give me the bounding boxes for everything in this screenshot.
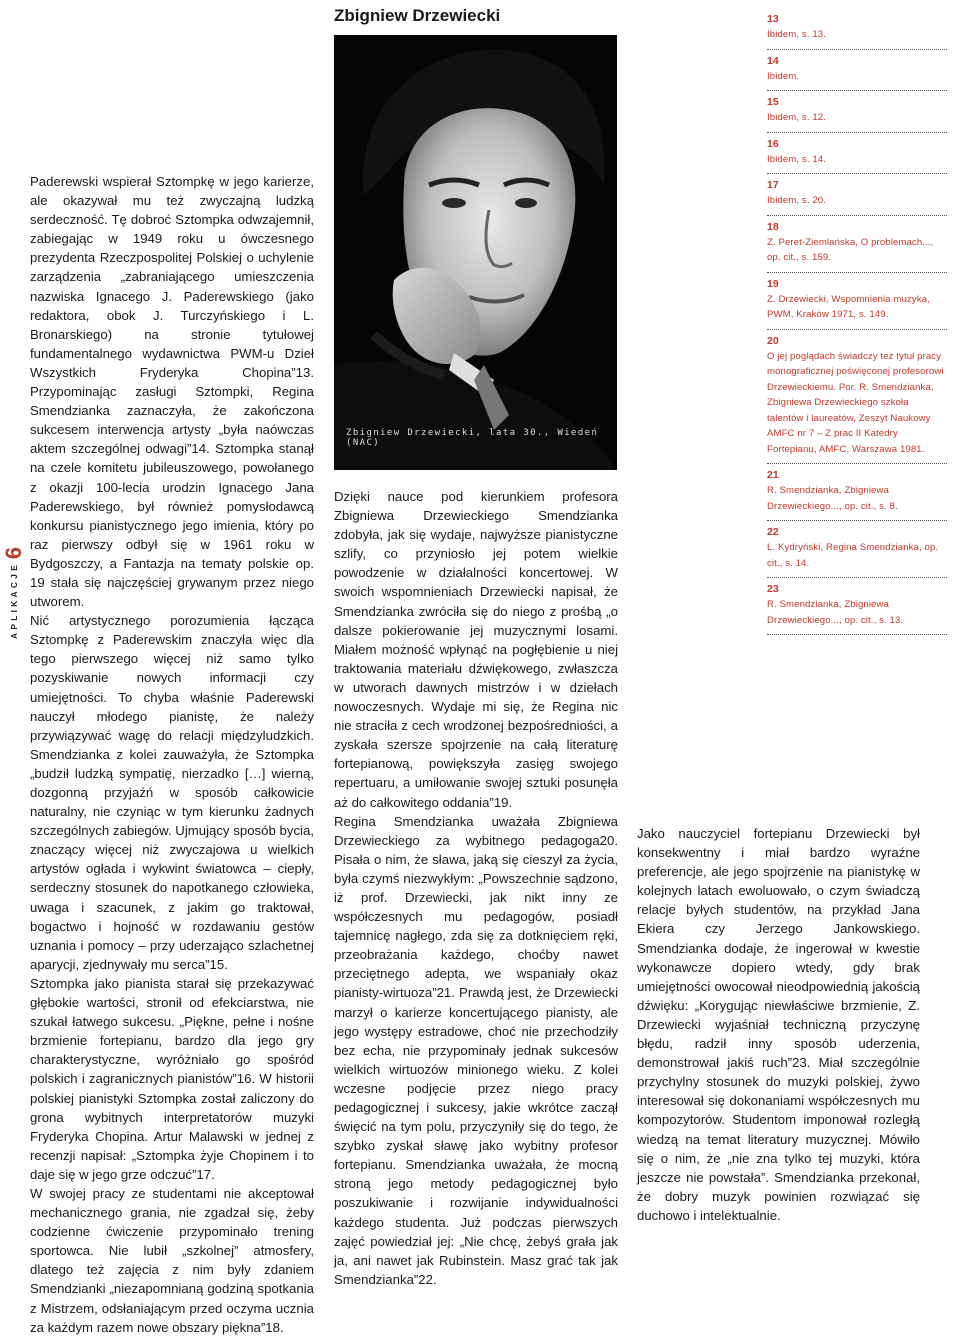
footnote xyxy=(767,174,947,216)
footnote-number: 19 xyxy=(767,277,779,290)
footnote xyxy=(767,50,947,92)
footnote-text: Ibidem, s. 12. xyxy=(767,112,826,123)
footnote-number: 20 xyxy=(767,334,779,347)
footnote-number: 13 xyxy=(767,13,779,25)
footnote-text: Ibidem, s. 14. xyxy=(767,153,826,165)
paragraph: Nić artystycznego porozumienia łącząca Sztompkę z Paderewskim znaczyła więc dla tego pierwszego więcej niż samo tylko pozyskiwanie nowych informacji czy umiejętności. To chyba właśnie Paderewski nauczył młodego pianistę, że należy przywiązywać wagę do relacji międzyludzkich. Smendzianka z kolei zauważyła, że Sztompka „budził ludzką sympatię, nierzadko […] wierną, dozgonną przyjaźń w sposób całkowicie naturalny, nie czyniąc w tym kierunku żadnych szczególnych zabiegów. Ujmujący sposób bycia, znaczący więcej niż zwyczajowa u wielkich artystów ogłada i wykwint światowca – ciepły, serdeczny stosunek do napotkanego człowieka, uwaga i szacunek, z jakim go traktował, bogactwo i hojność w rozdawaniu gestów uznania i pomocy – przy uderzająco szlachetnej aparycji, zjednywały mu serca”15. xyxy=(30,613,314,972)
page-title: Zbigniew Drzewiecki xyxy=(334,6,501,25)
text-column-3 xyxy=(637,824,920,1225)
footnote xyxy=(767,330,947,465)
footnote-text: Ibidem, s. 20. xyxy=(767,195,826,206)
footnote-number: 18 xyxy=(767,220,779,233)
footnote-text: Ibidem. xyxy=(767,70,800,82)
magazine-name: APLIKACJE xyxy=(9,562,19,639)
paragraph: Dzięki nauce pod kierunkiem profesora Zbigniewa Drzewieckiego Smendzianka zdobyła, jak się wydaje, najwyższe pianistyczne szlify, co przyniosło jej potem wielkie powodzenie w działalności koncertowej. W swoich wspomnieniach Drzewiecki napisał, że Smendzianka zwróciła się do niego z prośbą „o dalsze pokierowanie jej muzycznymi losami. Miałem możność wpłynąć na pogłębienie u niej traktowania materiału dźwiękowego, zwłaszcza w utworach dawnych mistrzów i w dziełach nowoczesnych. Wydaje mi się, że Regina nic nie straciła z cech wrodzonej bezpośredniości, a zyskała szersze spojrzenie na całą literaturę fortepianową, powiększyła zasięg swojego repertuaru, a umiłowanie swojej sztuki posunęła aż do całkowitego oddania”19. xyxy=(334,489,618,810)
footnote-text: Z. Peret-Ziemlańska, O problemach..., op. cit., s. 159. xyxy=(767,236,934,263)
footnote-text: Ibidem, s. 13. xyxy=(767,29,826,40)
issue-number: 6 xyxy=(1,546,26,560)
portrait-photo xyxy=(334,35,617,470)
footnote-number: 14 xyxy=(767,54,779,67)
paragraph: Jako nauczyciel fortepianu Drzewiecki był konsekwentny i miał bardzo wyraźne preferencje, ale jego spojrzenie na pianistykę w kolejnych latach ewoluowało, o czym świadczą relacje byłych studentów, na przykład Jana Ekiera czy Jerzego Jankowskiego. Smendzianka dodaje, że ingerował w kwestie wykonawcze dopiero wtedy, gdy brak umiejętności owocował nieodpowiednią jakością dźwięku: „Korygując niewłaściwe brzmienie, Z. Drzewiecki wyjaśniał techniczną przyczynę błędu, radził inny sposób uderzenia, demonstrował jakiś ruch”23. Miał szczególnie przychylny stosunek do muzyki polskiej, żywo interesował się dokonaniami współczesnych mu kompozytorów. Studentom imponował rozległą wiedzą na temat literatury muzycznej. Mówiło się o nim, że „nie zna tylko tej muzyki, która jeszcze nie powstała”. Smendzianka przekonał, że dobry muzyk powinien rozwiązać się duchowo i intelektualnie. xyxy=(637,826,920,1223)
footnote xyxy=(767,521,947,578)
footnotes-sidebar xyxy=(767,8,947,635)
photo-caption: Zbigniew Drzewiecki, lata 30., Wiedeń (NAC) xyxy=(346,428,599,448)
text-column-2 xyxy=(334,487,618,1289)
footnote xyxy=(767,8,947,50)
footnote xyxy=(767,273,947,330)
footnote-text: O jej poglądach świadczy też tytuł pracy monograficznej poświęconej profesorowi Drzewieckiemu. Por. R. Smendzianka, Zbigniewa Drzewieckiego szkoła talentów i laureatów, Zeszyt Naukowy AMFC nr 7 – Z prac II Katedry Fortepianu, AMFC, Warszawa 1981. xyxy=(767,350,944,455)
paragraph: Paderewski wspierał Sztompkę w jego karierze, ale okazywał mu też zwyczajną ludzką serdeczność. Tę dobroć Sztompka odwzajemnił, zabiegając w 1949 roku u ówczesnego prezydenta Rzeczpospolitej Polskiej o uchylenie zarządzenia „zabraniającego umieszczenia nazwiska Ignacego J. Paderewskiego (jako redaktora, obok J. Turczyńskiego i L. Bronarskiego) na stronie tytułowej fundamentalnego wydawnictwa PWM-u Dzieł Wszystkich Fryderyka Chopina”13. Przypominając zasługi Sztompki, Regina Smendzianka zaznaczyła, że zakończona sukcesem interwencja artysty „była naówczas aktem szczególnej odwagi”14. Sztompka stanął na czele komitetu jubileuszowego, powołanego z okazji 100-lecia urodzin Ignacego Jana Paderewskiego, był również pomysłodawcą konkursu pianistycznego jego imienia, który po raz pierwszy odbył się w 1961 roku w Bydgoszczy, a Fantazja na tematy polskie op. 19 stała się najczęściej grywanym przez niego utworem. xyxy=(30,174,314,610)
paragraph: W swojej pracy ze studentami nie akceptował mechanicznego grania, nie zgadzał się, żeby codzienne ćwiczenie przypominało trening sportowca. Nie lubił „szkolnej” atmosfery, dlatego też zajęcia z nim były zdaniem Smendzianki „niezapomnianą godziną spotkania z Mistrzem, odsłaniającym przed oczyma ucznia za każdym razem nowe obszary piękna”18. xyxy=(30,1185,314,1335)
footnote xyxy=(767,464,947,521)
footnote xyxy=(767,578,947,635)
footnote-number: 16 xyxy=(767,137,779,150)
magazine-side-label xyxy=(1,540,26,650)
footnote-text: Z. Drzewiecki, Wspomnienia muzyka, PWM, Kraków 1971, s. 149. xyxy=(767,293,930,320)
footnote-text: R. Smendzianka, Zbigniewa Drzewieckiego..., op. cit., s. 8. xyxy=(767,485,898,512)
footnote-number: 22 xyxy=(767,526,779,538)
paragraph: Sztompka jako pianista starał się przekazywać głębokie wartości, stronił od efekciarstwa, nie szukał łatwego sukcesu. „Piękne, pełne i nośne brzmienie fortepianu, bardzo dla jego gry charakterystyczne, wyróżniało go spośród polskich i zagranicznych pianistów”16. W historii polskiej pianistyki Sztompka został zaliczony do grona wybitnych interpretatorów muzyki Fryderyka Chopina. Artur Malawski w jednej z recenzji napisał: „Sztompka żyje Chopinem i to daje się w jego grze odczuć”17. xyxy=(30,975,314,1182)
footnote xyxy=(767,91,947,133)
footnote-number: 15 xyxy=(767,96,779,108)
footnote-number: 17 xyxy=(767,179,779,191)
footnote-text: R. Smendzianka, Zbigniewa Drzewieckiego..., op. cit., s. 13. xyxy=(767,599,904,626)
paragraph: Regina Smendzianka uważała Zbigniewa Drzewieckiego za wybitnego pedagoga20. Pisała o nim, że sława, jaką się cieszył za życia, była czymś niezwykłym: „Powszechnie sądzono, iż prof. Drzewiecki, jak nikt inny ze współczesnych mu pedagogów, posiadł tajemnicę nagłego, zda się za dotknięciem ręki, przeobrażania każdego, choćby nawet przeciętnego adepta, we wspaniały okaz pianisty-wirtuoza”21. Prawdą jest, że Drzewiecki marzył o karierze koncertującego pianisty, ale jego występy estradowe, choć nie przechodziły bez echa, nie przypominały jednak sukcesów wielkich wirtuozów minionego wieku. Z kolei wczesne podjęcie przez niego pracy pedagogicznej i sukcesy, jakie wkrótce zaczął święcić na tym polu, przyczyniły się do tego, że szybko zyskał sławę jako wybitny profesor fortepianu. Smendzianka uważała, że mocną stroną jego metody pedagogicznej było poszukiwanie i rozwijanie indywidualności każdego studenta. Już podczas pierwszych zajęć powiedział jej: „Nie chcę, żebyś grała jak ja, ani nawet jak Rubinstein. Masz grać tak jak Smendzianka”22. xyxy=(334,813,618,1287)
footnote-number: 23 xyxy=(767,583,779,595)
text-column-1 xyxy=(30,172,314,1337)
footnote-text: L. Kydryński, Regina Smendzianka, op. cit., s. 14. xyxy=(767,542,939,569)
footnote-number: 21 xyxy=(767,469,779,481)
footnote xyxy=(767,133,947,175)
footnote xyxy=(767,216,947,273)
portrait-image xyxy=(334,35,617,470)
